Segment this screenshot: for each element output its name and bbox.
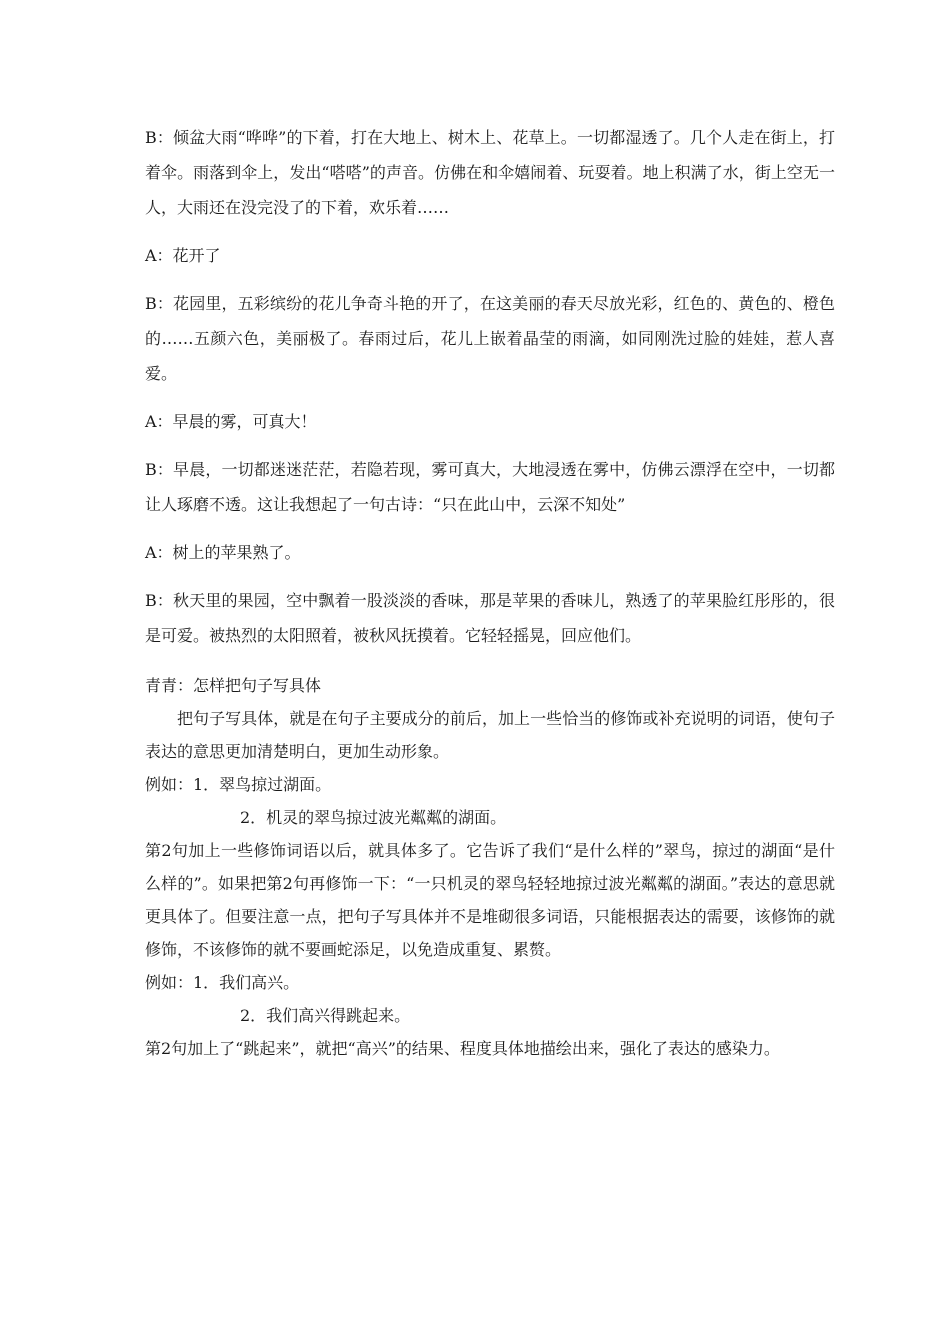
dialogue-paragraph-fog: B：早晨，一切都迷迷茫茫，若隐若现，雾可真大，大地浸透在雾中，仿佛云漂浮在空中，一切都让人琢磨不透。这让我想起了一句古诗：“只在此山中，云深不知处” (145, 460, 835, 514)
example-2-sentence-2: 2．我们高兴得跳起来。 (240, 1006, 411, 1025)
dialogue-prompt-flowers: A：花开了 (145, 246, 221, 265)
lesson-intro: 把句子写具体，就是在句子主要成分的前后，加上一些恰当的修饰或补充说明的词语，使句子表达的意思更加清楚明白，更加生动形象。 (145, 709, 835, 761)
dialogue-paragraph-rain: B：倾盆大雨“哗哗”的下着，打在大地上、树木上、花草上。一切都湿透了。几个人走在街上，打着伞。雨落到伞上，发出“嗒嗒”的声音。仿佛在和伞嬉闹着、玩耍着。地上积满了水，街上空无一人，大雨还在没完没了的下着，欢乐着…… (145, 128, 835, 217)
example-2-sentence-1: 例如：1．我们高兴。 (145, 973, 300, 992)
example-2-explanation: 第2句加上了“跳起来”，就把“高兴”的结果、程度具体地描绘出来，强化了表达的感染力。 (145, 1039, 780, 1058)
dialogue-prompt-fog: A：早晨的雾，可真大！ (145, 412, 317, 431)
example-1-explanation: 第2句加上一些修饰词语以后，就具体多了。它告诉了我们“是什么样的”翠鸟，掠过的湖面“是什么样的”。如果把第2句再修饰一下：“一只机灵的翠鸟轻轻地掠过波光粼粼的湖面。”表达的意思就更具体了。但要注意一点，把句子写具体并不是堆砌很多词语，只能根据表达的需要，该修饰的就修饰，不该修饰的就不要画蛇添足，以免造成重复、累赘。 (145, 841, 835, 959)
dialogue-paragraph-apples: B：秋天里的果园，空中飘着一股淡淡的香味，那是苹果的香味儿，熟透了的苹果脸红彤彤的，很是可爱。被热烈的太阳照着，被秋风抚摸着。它轻轻摇晃，回应他们。 (145, 591, 835, 645)
dialogue-prompt-apples: A：树上的苹果熟了。 (145, 543, 301, 562)
example-1-sentence-2: 2．机灵的翠鸟掠过波光粼粼的湖面。 (240, 808, 507, 827)
dialogue-paragraph-flowers: B：花园里，五彩缤纷的花儿争奇斗艳的开了，在这美丽的春天尽放光彩，红色的、黄色的、橙色的……五颜六色，美丽极了。春雨过后，花儿上嵌着晶莹的雨滴，如同刚洗过脸的娃娃，惹人喜爱。 (145, 294, 835, 383)
document-page (145, 120, 835, 1065)
lesson-heading: 青青：怎样把句子写具体 (145, 676, 322, 695)
example-1-sentence-1: 例如：1．翠鸟掠过湖面。 (145, 775, 332, 794)
